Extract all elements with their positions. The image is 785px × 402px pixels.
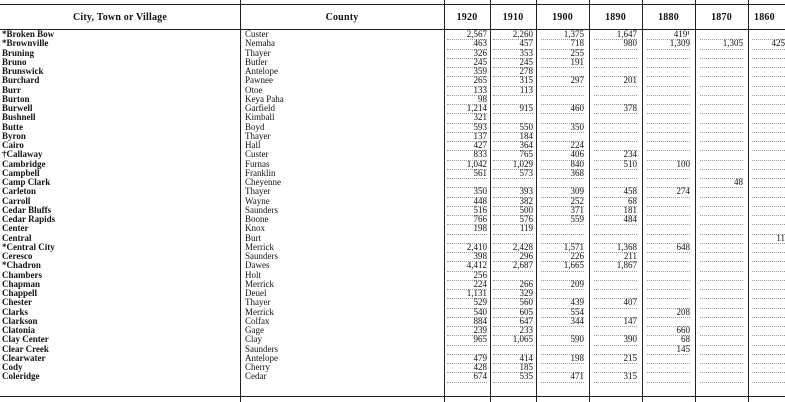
place-name: †Callaway (2, 150, 43, 160)
county-name: Clay (245, 335, 262, 345)
table-row (0, 197, 785, 206)
table-row (0, 289, 785, 298)
population-1910: 457 (493, 39, 533, 49)
population-1900: 718 (541, 39, 584, 49)
population-1920: 321 (447, 113, 487, 123)
place-name: Bruning (2, 48, 35, 58)
population-1920: 224 (447, 280, 487, 290)
population-1870: 1,305 (700, 39, 743, 49)
county-name: Butler (245, 57, 268, 67)
table-row (0, 261, 785, 270)
population-1910: 382 (493, 197, 533, 207)
table-row (0, 86, 785, 95)
place-name: Campbell (2, 168, 40, 178)
table-row (0, 39, 785, 48)
population-1890: 181 (594, 206, 637, 216)
population-1920: 593 (447, 123, 487, 133)
table-row (0, 49, 785, 58)
table-row (0, 224, 785, 233)
population-1890: 68 (594, 197, 637, 207)
place-name: Cedar Rapids (2, 215, 56, 224)
population-1910: 329 (493, 289, 533, 299)
county-name: Thayer (245, 131, 271, 141)
population-1920: 479 (447, 354, 487, 364)
population-1900: 1,665 (541, 261, 584, 271)
population-1910: 2,260 (493, 30, 533, 40)
population-1890: 1,867 (594, 261, 637, 271)
population-1900: 1,571 (541, 243, 584, 253)
population-1880: 145 (647, 345, 690, 355)
header-1910: 1910 (502, 11, 524, 23)
population-1920: 1,042 (447, 160, 487, 170)
place-name: *Chadron (2, 261, 41, 271)
population-1910: 647 (493, 317, 533, 327)
population-1900: 460 (541, 104, 584, 114)
table-row (0, 76, 785, 85)
place-name: Chappell (2, 289, 38, 298)
table-row (0, 335, 785, 344)
place-name: Clear Creek (2, 344, 49, 354)
population-1920: 245 (447, 58, 487, 68)
county-name: Saunders (245, 205, 278, 215)
county-name: Saunders (245, 252, 278, 261)
table-row (0, 113, 785, 122)
population-1900: 559 (541, 215, 584, 225)
population-1890: 407 (594, 298, 637, 308)
table-row (0, 178, 785, 187)
population-1900: 1,375 (541, 30, 584, 40)
place-name: Chambers (2, 270, 42, 280)
place-name: Burwell (2, 104, 33, 113)
table-row (0, 215, 785, 224)
population-1910: 1,065 (493, 335, 533, 345)
table-row (0, 326, 785, 335)
place-name: Center (2, 224, 29, 234)
table-row (0, 141, 785, 150)
county-name: Merrick (245, 279, 274, 289)
county-name: Deuel (245, 289, 267, 298)
county-name: Colfax (245, 316, 270, 326)
population-1920: 1,131 (447, 289, 487, 299)
population-1880: 100 (647, 160, 690, 170)
population-1890: 147 (594, 317, 637, 327)
population-1910: 2,687 (493, 261, 533, 271)
population-1900: 198 (541, 354, 584, 364)
county-name: Pawnee (245, 76, 273, 86)
county-name: Boyd (245, 122, 265, 132)
table-row (0, 104, 785, 113)
population-1920: 463 (447, 39, 487, 49)
header-county: County (325, 11, 359, 23)
population-1880: 419¹ (647, 30, 690, 40)
population-1880: 660 (647, 326, 690, 336)
county-name: Cheyenne (245, 178, 281, 187)
place-name: Central (2, 233, 32, 243)
population-1920: 2,567 (447, 30, 487, 40)
county-name: Cedar (245, 372, 267, 382)
population-1890: 1,647 (594, 30, 637, 40)
population-1890: 211 (594, 252, 637, 262)
county-name: Dawes (245, 261, 270, 271)
place-name: Byron (2, 131, 26, 141)
population-1920: 561 (447, 169, 487, 179)
population-1890: 315 (594, 372, 637, 382)
population-1900: 471 (541, 372, 584, 382)
population-1890: 378 (594, 104, 637, 114)
table-row (0, 58, 785, 67)
population-1910: 278 (493, 67, 533, 77)
table-row (0, 372, 785, 381)
population-1920: 359 (447, 67, 487, 77)
population-1910: 2,428 (493, 243, 533, 253)
table-row (0, 169, 785, 178)
population-1890: 1,368 (594, 243, 637, 253)
population-1890: 215 (594, 354, 637, 364)
table-row (0, 363, 785, 372)
place-name: Carroll (2, 196, 31, 206)
county-name: Wayne (245, 196, 270, 206)
population-1900: 590 (541, 335, 584, 345)
table-row (0, 95, 785, 104)
population-1900: 226 (541, 252, 584, 262)
table-row (0, 317, 785, 326)
place-name: Clarkson (2, 316, 38, 326)
place-name: Coleridge (2, 372, 40, 382)
county-name: Furnas (245, 159, 270, 169)
header-1900: 1900 (552, 11, 573, 23)
population-1910: 393 (493, 187, 533, 197)
place-name: Burchard (2, 76, 40, 86)
population-1910: 573 (493, 169, 533, 179)
bottom-rule (0, 396, 785, 397)
population-1900: 191 (541, 58, 584, 68)
county-name: Thayer (245, 187, 271, 197)
population-1910: 353 (493, 49, 533, 59)
population-1900: 368 (541, 169, 584, 179)
population-1910: 576 (493, 215, 533, 225)
county-name: Merrick (245, 307, 274, 317)
county-name: Custer (245, 30, 269, 39)
population-1900: 255 (541, 49, 584, 59)
place-name: Bushnell (2, 113, 36, 123)
population-1920: 428 (447, 363, 487, 373)
place-name: Chester (2, 298, 32, 308)
county-name: Knox (245, 224, 265, 234)
table-row (0, 150, 785, 159)
place-name: Bruno (2, 57, 27, 67)
place-name: *Brownville (2, 39, 49, 49)
county-name: Gage (245, 326, 264, 335)
header-place: City, Town or Village (72, 11, 168, 23)
population-1910: 113 (493, 86, 533, 96)
county-name: Saunders (245, 344, 278, 354)
header-1880: 1880 (658, 11, 679, 23)
population-1900: 350 (541, 123, 584, 133)
population-1920: 265 (447, 76, 487, 86)
population-1870 (700, 372, 743, 382)
county-name: Kimball (245, 113, 275, 123)
population-1920: 4,412 (447, 261, 487, 271)
population-1900: 554 (541, 308, 584, 318)
population-1910: 765 (493, 150, 533, 160)
table-row (0, 243, 785, 252)
population-1910: 266 (493, 280, 533, 290)
population-1880: 68 (647, 335, 690, 345)
population-1920: 350 (447, 187, 487, 197)
population-1920: 427 (447, 141, 487, 151)
county-name: Boone (245, 215, 269, 224)
county-name: Custer (245, 150, 269, 160)
population-1890: 510 (594, 160, 637, 170)
county-name: Holt (245, 270, 262, 280)
table-row (0, 123, 785, 132)
population-1920: 137 (447, 132, 487, 142)
table-row (0, 345, 785, 354)
population-1920: 833 (447, 150, 487, 160)
population-1920: 965 (447, 335, 487, 345)
county-name: Garfield (245, 104, 275, 113)
table-row (0, 160, 785, 169)
table-row (0, 132, 785, 141)
population-1920: 884 (447, 317, 487, 327)
place-name: Chapman (2, 279, 41, 289)
place-name: Burton (2, 94, 30, 104)
county-name: Franklin (245, 168, 276, 178)
header-1920: 1920 (456, 11, 478, 23)
population-1900: 406 (541, 150, 584, 160)
place-name: Cairo (2, 141, 24, 150)
population-1910: 605 (493, 308, 533, 318)
population-1910: 119 (493, 224, 533, 234)
population-1910: 414 (493, 354, 533, 364)
population-1910: 185 (493, 363, 533, 373)
population-1880: 1,309 (647, 39, 690, 49)
place-name: Cedar Bluffs (2, 205, 52, 215)
place-name: Clarks (2, 307, 29, 317)
place-name: Burr (2, 85, 21, 95)
table-body (0, 30, 785, 382)
population-1900: 344 (541, 317, 584, 327)
place-name: Cambridge (2, 159, 46, 169)
population-1900: 297 (541, 76, 584, 86)
county-name: Thayer (245, 48, 271, 58)
population-1910: 245 (493, 58, 533, 68)
population-1890: 484 (594, 215, 637, 225)
county-name: Thayer (245, 298, 271, 308)
population-1920: 326 (447, 49, 487, 59)
place-name: *Broken Bow (2, 30, 55, 39)
population-1920: 529 (447, 298, 487, 308)
table-row (0, 252, 785, 261)
population-1910: 1,029 (493, 160, 533, 170)
place-name: Camp Clark (2, 178, 51, 187)
population-1900: 309 (541, 187, 584, 197)
population-1900: 439 (541, 298, 584, 308)
county-name: Antelope (245, 353, 278, 363)
population-1920: 239 (447, 326, 487, 336)
population-1900: 252 (541, 197, 584, 207)
population-1920: 1,214 (447, 104, 487, 114)
place-name: Carleton (2, 187, 36, 197)
population-1890: 980 (594, 39, 637, 49)
header-1890: 1890 (605, 11, 626, 23)
place-name: Clatonia (2, 326, 36, 335)
population-1900: 840 (541, 160, 584, 170)
population-1910: 550 (493, 123, 533, 133)
population-1870: 48 (700, 178, 743, 188)
population-1910: 560 (493, 298, 533, 308)
population-1890: 201 (594, 76, 637, 86)
table-row (0, 271, 785, 280)
county-name: Cherry (245, 363, 270, 372)
population-1890: 458 (594, 187, 637, 197)
population-1910: 296 (493, 252, 533, 262)
population-1910: 233 (493, 326, 533, 336)
population-1860: 11 (752, 234, 785, 244)
county-name: Merrick (245, 242, 274, 252)
population-1880: 208 (647, 308, 690, 318)
table-row (0, 206, 785, 215)
county-name: Antelope (245, 67, 278, 76)
place-name: Butte (2, 122, 23, 132)
population-1890: 390 (594, 335, 637, 345)
population-1920: 540 (447, 308, 487, 318)
population-1910: 364 (493, 141, 533, 151)
table-row (0, 234, 785, 243)
population-1920: 766 (447, 215, 487, 225)
population-1880 (647, 372, 690, 382)
table-row (0, 187, 785, 196)
population-1920: 133 (447, 86, 487, 96)
population-1910: 500 (493, 206, 533, 216)
population-1910: 535 (493, 372, 533, 382)
population-1910: 315 (493, 76, 533, 86)
header-1870: 1870 (711, 11, 732, 23)
population-1860 (752, 372, 785, 382)
county-name: Otoe (245, 85, 263, 95)
population-1920: 448 (447, 197, 487, 207)
place-name: Cody (2, 363, 23, 372)
place-name: Ceresco (2, 252, 33, 261)
population-1920: 98 (447, 95, 487, 105)
table-row (0, 67, 785, 76)
county-name: Burt (245, 233, 262, 243)
place-name: Clay Center (2, 335, 49, 345)
place-name: Brunswick (2, 67, 44, 76)
population-1900: 209 (541, 280, 584, 290)
county-name: Hall (245, 141, 261, 150)
population-1880: 274 (647, 187, 690, 197)
population-1920: 516 (447, 206, 487, 216)
population-1890: 234 (594, 150, 637, 160)
table-row (0, 280, 785, 289)
table-row (0, 30, 785, 39)
table-row (0, 354, 785, 363)
place-name: Clearwater (2, 353, 46, 363)
population-1920: 2,410 (447, 243, 487, 253)
table-row (0, 308, 785, 317)
county-name: Keya Paha (245, 94, 284, 104)
population-1900: 371 (541, 206, 584, 216)
population-1920: 398 (447, 252, 487, 262)
table-row (0, 298, 785, 307)
place-name: *Central City (2, 242, 55, 252)
population-1920: 674 (447, 372, 487, 382)
population-1880: 648 (647, 243, 690, 253)
population-1920: 256 (447, 271, 487, 281)
population-1910: 915 (493, 104, 533, 114)
header-1860: 1860 (754, 11, 775, 23)
population-1920: 198 (447, 224, 487, 234)
population-1860: 425 (752, 39, 785, 49)
population-1910: 184 (493, 132, 533, 142)
population-1900: 224 (541, 141, 584, 151)
county-name: Nemaha (245, 39, 275, 49)
